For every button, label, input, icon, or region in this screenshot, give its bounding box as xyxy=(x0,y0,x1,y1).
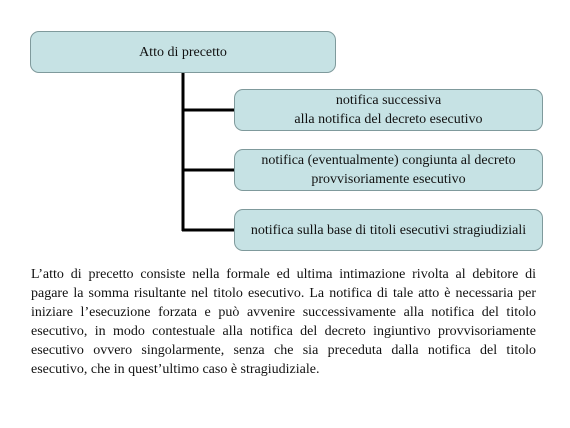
explanation-paragraph: L’atto di precetto consiste nella formale ed ultima intimazione rivolta al debitore di pagare la somma risultante nel titolo esecutivo. La notifica di tale atto è necessaria per iniziare l’esecuzione forzata e può avvenire successivamente alla notifica del titolo esecutivo, in modo contestuale alla notifica del decreto ingiuntivo provvisoriamente esecutivo ovvero singolarmente, senza che sia preceduta dalla notifica del titolo esecutivo, che in quest’ultimo caso è stragiudiziale. xyxy=(31,267,536,377)
child-node-box-1 xyxy=(234,89,543,131)
root-node-box xyxy=(30,31,336,73)
child-node-box-3 xyxy=(234,209,543,251)
child-node-label-2: notifica (eventualmente) congiunta al decreto provvisoriamente esecutivo xyxy=(261,153,516,187)
root-node-label: Atto di precetto xyxy=(139,44,227,60)
child-node-box-2 xyxy=(234,149,543,191)
child-node-label-3: notifica sulla base di titoli esecutivi stragiudiziali xyxy=(250,222,527,238)
child-node-label-1: notifica successiva alla notifica del decreto esecutivo xyxy=(294,93,483,127)
